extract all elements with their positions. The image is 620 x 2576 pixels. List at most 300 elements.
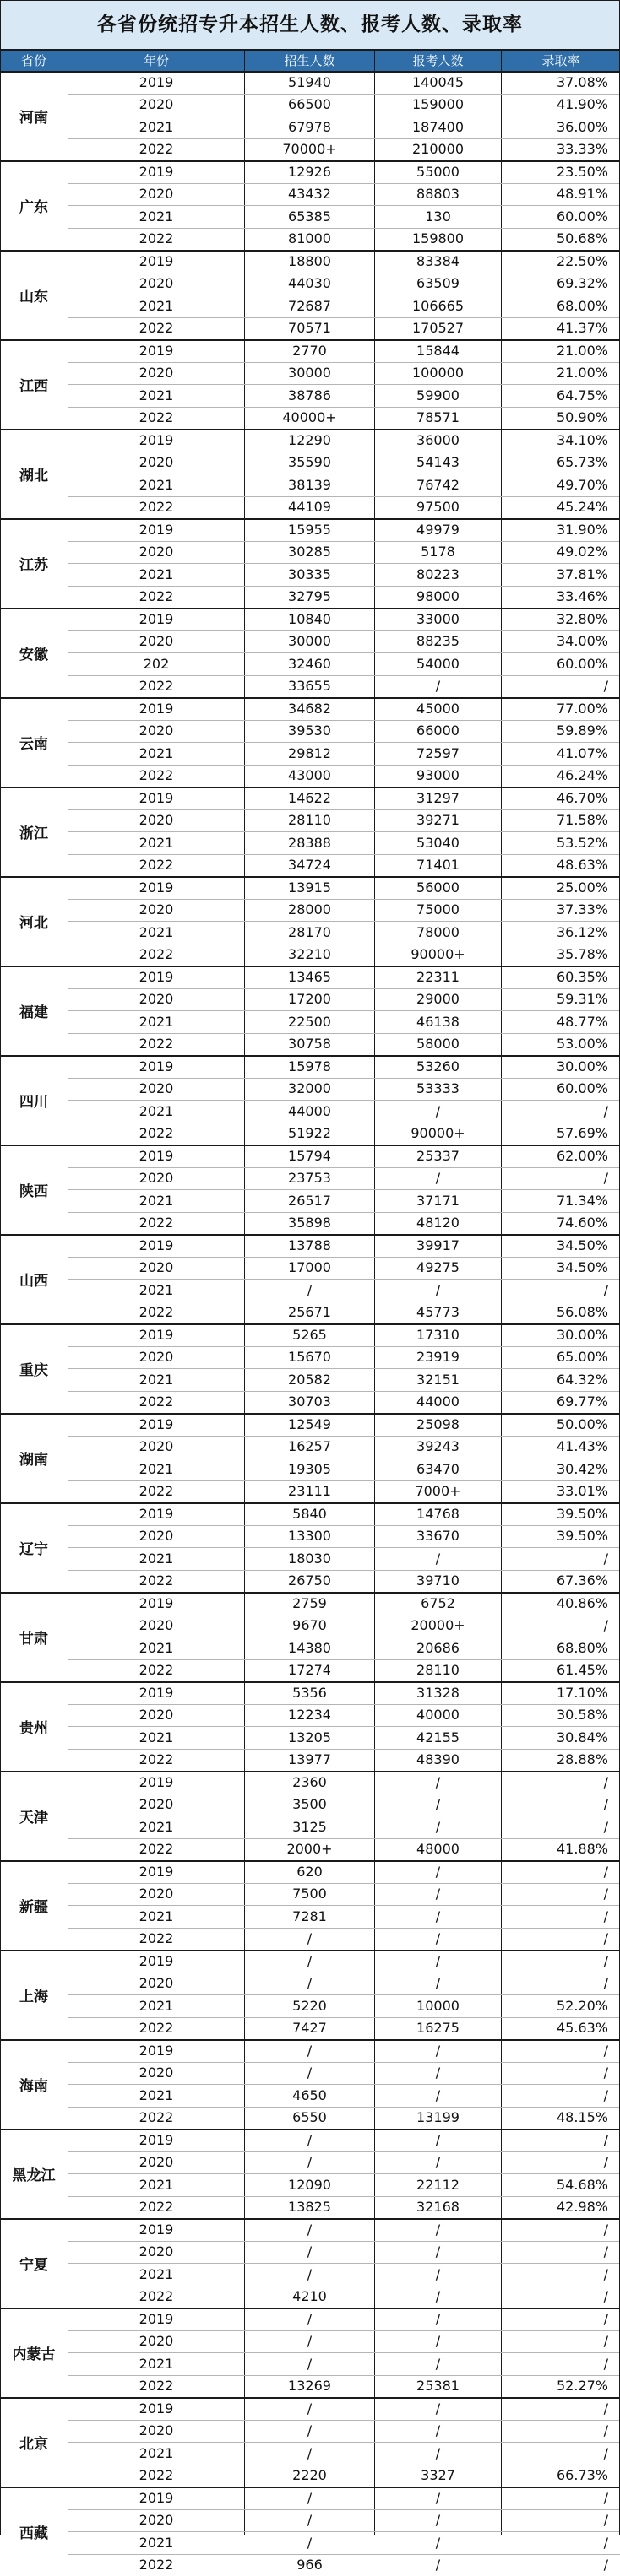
province-divider: [0, 2039, 620, 2041]
applicants-cell: 90000+: [411, 1125, 465, 1141]
enrollment-cell: /: [307, 2400, 313, 2416]
admission-rate-cell: /: [603, 1170, 608, 1186]
applicants-cell: 36000: [416, 431, 460, 448]
year-cell: 2020: [139, 454, 174, 470]
applicants-cell: /: [435, 2557, 441, 2573]
year-cell: 2020: [139, 1975, 174, 1991]
year-cell: 2019: [139, 1147, 174, 1164]
applicants-cell: 13199: [416, 2109, 460, 2125]
applicants-cell: /: [435, 2489, 441, 2506]
year-cell: 2019: [139, 789, 174, 806]
applicants-cell: 66000: [416, 722, 460, 739]
applicants-cell: 140045: [411, 73, 465, 90]
admission-rate-cell: 67.36%: [556, 1572, 608, 1588]
admission-rate-cell: 50.68%: [556, 230, 608, 246]
province-divider: [0, 1950, 620, 1951]
province-cell: 四川: [19, 1093, 48, 1111]
applicants-cell: 97500: [416, 499, 460, 515]
applicants-cell: 23919: [416, 1349, 460, 1365]
applicants-cell: /: [435, 1102, 441, 1119]
province-cell: 云南: [19, 735, 48, 753]
admission-rate-cell: 74.60%: [556, 1215, 608, 1231]
enrollment-cell: 28000: [288, 901, 331, 917]
admission-rate-cell: 48.77%: [556, 1013, 608, 1030]
admission-rate-cell: 41.90%: [556, 96, 608, 112]
applicants-cell: 22112: [416, 2176, 460, 2193]
year-cell: 2019: [139, 521, 174, 538]
province-divider: [0, 1771, 620, 1772]
applicants-cell: 39917: [416, 1237, 460, 1253]
year-cell: 2022: [139, 678, 174, 694]
year-cell: 2021: [139, 1192, 174, 1209]
admission-rate-cell: /: [603, 2265, 608, 2282]
enrollment-cell: 13269: [288, 2378, 331, 2394]
admission-rate-cell: 65.73%: [556, 454, 608, 470]
year-cell: 2021: [139, 923, 174, 940]
admission-rate-cell: /: [603, 2288, 608, 2304]
applicants-cell: 54143: [416, 454, 460, 470]
admission-rate-cell: /: [603, 2557, 608, 2573]
year-cell: 2020: [139, 2243, 174, 2259]
admission-rate-cell: /: [603, 1908, 608, 1924]
enrollment-cell: 70571: [288, 320, 331, 336]
province-divider: [0, 160, 620, 162]
year-cell: 2021: [139, 1729, 174, 1745]
enrollment-cell: 3125: [292, 1818, 327, 1835]
enrollment-cell: 966: [296, 2557, 323, 2573]
year-cell: 2019: [139, 1505, 174, 1522]
province-cell: 安徽: [19, 646, 48, 663]
enrollment-cell: 13825: [288, 2199, 331, 2215]
province-cell: 西藏: [19, 2525, 48, 2542]
admission-rate-cell: 68.00%: [556, 297, 608, 314]
year-cell: 2020: [139, 1796, 174, 1812]
year-cell: 2022: [139, 230, 174, 246]
applicants-cell: 56000: [416, 879, 460, 896]
enrollment-cell: /: [307, 2154, 313, 2170]
admission-rate-cell: /: [603, 678, 608, 694]
applicants-cell: 39243: [416, 1438, 460, 1454]
enrollment-cell: 7427: [292, 2020, 327, 2036]
applicants-cell: 76742: [416, 476, 460, 493]
admission-rate-cell: 30.00%: [556, 1326, 608, 1343]
enrollment-cell: /: [307, 1281, 313, 1298]
admission-rate-cell: 36.12%: [556, 923, 608, 940]
admission-rate-cell: 53.00%: [556, 1036, 608, 1052]
applicants-cell: 55000: [416, 163, 460, 180]
applicants-cell: 28110: [416, 1662, 460, 1678]
year-cell: 2020: [139, 96, 174, 112]
province-divider: [0, 787, 620, 788]
year-cell: 2020: [139, 1080, 174, 1096]
admission-rate-cell: 34.00%: [556, 633, 608, 649]
year-cell: 2019: [139, 1773, 174, 1790]
applicants-cell: /: [435, 1818, 441, 1835]
applicants-cell: 49979: [416, 521, 460, 538]
admission-rate-cell: 57.69%: [556, 1125, 608, 1141]
applicants-cell: 78571: [416, 409, 460, 425]
enrollment-cell: 30703: [288, 1394, 331, 1410]
enrollment-cell: 9670: [292, 1617, 327, 1633]
enrollment-cell: 81000: [288, 230, 331, 246]
enrollment-cell: 2360: [292, 1773, 327, 1790]
year-cell: 2019: [139, 1415, 174, 1432]
table-title: 各省份统招专升本招生人数、报考人数、录取率: [97, 13, 523, 35]
year-cell: 2020: [139, 812, 174, 828]
admission-rate-cell: /: [603, 1975, 608, 1991]
year-cell: 2019: [139, 2042, 174, 2059]
applicants-cell: 44000: [416, 1394, 460, 1410]
year-cell: 2020: [139, 1438, 174, 1454]
enrollment-cell: 38139: [288, 476, 331, 493]
enrollment-cell: 30335: [288, 566, 331, 582]
year-cell: 2021: [139, 1908, 174, 1924]
enrollment-cell: 13465: [288, 968, 331, 985]
year-cell: 2020: [139, 633, 174, 649]
year-cell: 2020: [139, 1707, 174, 1723]
admission-rate-cell: 68.80%: [556, 1639, 608, 1656]
admission-rate-cell: 30.84%: [556, 1729, 608, 1745]
enrollment-cell: /: [307, 2512, 313, 2528]
applicants-cell: 90000+: [411, 946, 465, 962]
applicants-cell: /: [435, 1863, 441, 1880]
year-cell: 2022: [139, 1483, 174, 1499]
enrollment-cell: 5356: [292, 1684, 327, 1701]
enrollment-cell: 19305: [288, 1460, 331, 1477]
admission-rate-cell: 22.50%: [556, 252, 608, 269]
province-divider: [0, 339, 620, 341]
enrollment-cell: 2000+: [286, 1841, 333, 1857]
applicants-cell: 22311: [416, 968, 460, 985]
applicants-cell: /: [435, 2333, 441, 2349]
enrollment-cell: 34724: [288, 857, 331, 873]
admission-rate-cell: 77.00%: [556, 700, 608, 717]
admission-rate-cell: 49.02%: [556, 544, 608, 560]
year-cell: 2021: [139, 1460, 174, 1477]
header-admission-rate: 录取率: [541, 53, 580, 68]
applicants-cell: 7000+: [415, 1483, 461, 1499]
applicants-cell: 25381: [416, 2378, 460, 2394]
enrollment-cell: /: [307, 1952, 313, 1969]
province-cell: 黑龙江: [12, 2167, 56, 2184]
admission-rate-cell: /: [603, 1550, 608, 1567]
province-divider: [0, 2308, 620, 2309]
year-cell: 2022: [139, 1125, 174, 1141]
province-cell: 浙江: [19, 825, 48, 842]
year-cell: 2022: [139, 2288, 174, 2304]
applicants-cell: 210000: [411, 141, 465, 157]
admission-rate-cell: 17.10%: [556, 1684, 608, 1701]
year-cell: 2022: [139, 946, 174, 962]
header-enrollment: 招生人数: [284, 53, 335, 68]
enrollment-cell: 30000: [288, 365, 331, 381]
admission-rate-cell: /: [603, 2065, 608, 2081]
year-cell: 2019: [139, 879, 174, 896]
applicants-cell: 63470: [416, 1460, 460, 1477]
enrollment-cell: 13915: [288, 879, 331, 896]
admission-rate-cell: 61.45%: [556, 1662, 608, 1678]
admission-rate-cell: 71.34%: [556, 1192, 608, 1209]
admission-rate-cell: 39.50%: [556, 1528, 608, 1544]
admission-rate-cell: 23.50%: [556, 163, 608, 180]
admission-rate-cell: 60.00%: [556, 1080, 608, 1096]
admission-rate-cell: 42.98%: [556, 2199, 608, 2215]
year-cell: 2021: [139, 297, 174, 314]
admission-rate-cell: 62.00%: [556, 1147, 608, 1164]
applicants-cell: 15844: [416, 342, 460, 359]
admission-rate-cell: 65.00%: [556, 1349, 608, 1365]
enrollment-cell: 32460: [288, 655, 331, 672]
admission-rate-cell: 41.43%: [556, 1438, 608, 1454]
admission-rate-cell: 59.31%: [556, 991, 608, 1007]
admission-rate-cell: 35.78%: [556, 946, 608, 962]
admission-rate-cell: 52.27%: [556, 2378, 608, 2394]
year-cell: 2022: [139, 1662, 174, 1678]
year-cell: 2022: [139, 857, 174, 873]
province-cell: 贵州: [19, 1719, 48, 1737]
year-cell: 2019: [139, 700, 174, 717]
enrollment-cell: /: [307, 2131, 313, 2148]
year-cell: 2022: [139, 499, 174, 515]
admission-rate-cell: 39.50%: [556, 1505, 608, 1522]
applicants-cell: 32151: [416, 1371, 460, 1388]
province-cell: 江苏: [19, 556, 48, 574]
admission-rate-cell: /: [603, 2042, 608, 2059]
province-divider: [0, 2487, 620, 2488]
province-divider: [0, 518, 620, 520]
year-cell: 2021: [139, 118, 174, 135]
province-cell: 江西: [19, 377, 48, 395]
applicants-cell: 45000: [416, 700, 460, 717]
year-cell: 2021: [139, 1818, 174, 1835]
applicants-cell: /: [435, 2422, 441, 2438]
enrollment-cell: /: [307, 2333, 313, 2349]
province-cell: 新疆: [19, 1898, 48, 1916]
year-cell: 2022: [139, 1304, 174, 1320]
enrollment-cell: 38786: [288, 387, 331, 403]
year-cell: 2021: [139, 2265, 174, 2282]
province-divider: [0, 1860, 620, 1862]
applicants-cell: 78000: [416, 923, 460, 940]
enrollment-cell: /: [307, 2489, 313, 2506]
applicants-cell: /: [435, 1908, 441, 1924]
enrollment-cell: 28170: [288, 923, 331, 940]
enrollment-cell: 17274: [288, 1662, 331, 1678]
applicants-cell: 14768: [416, 1505, 460, 1522]
enrollment-cell: 44030: [288, 275, 331, 291]
admission-rate-cell: /: [603, 2310, 608, 2327]
province-divider: [0, 1055, 620, 1057]
applicants-cell: 88235: [416, 633, 460, 649]
enrollment-cell: /: [307, 1975, 313, 1991]
year-cell: 2021: [139, 566, 174, 582]
year-cell: 2019: [139, 1594, 174, 1611]
enrollment-cell: /: [307, 2422, 313, 2438]
enrollment-cell: 40000+: [282, 409, 337, 425]
year-cell: 2019: [139, 431, 174, 448]
enrollment-cell: 5265: [292, 1326, 327, 1343]
admission-rate-cell: /: [603, 1952, 608, 1969]
enrollment-cell: 12090: [288, 2176, 331, 2193]
applicants-cell: 6752: [421, 1594, 455, 1611]
year-cell: 2020: [139, 991, 174, 1007]
applicants-cell: 33000: [416, 610, 460, 627]
applicants-cell: /: [435, 2310, 441, 2327]
admission-rate-cell: 41.37%: [556, 320, 608, 336]
province-divider: [0, 1413, 620, 1415]
applicants-cell: /: [435, 2086, 441, 2103]
year-cell: 2021: [139, 476, 174, 493]
admission-rate-cell: 28.88%: [556, 1751, 608, 1767]
province-cell: 陕西: [19, 1182, 48, 1200]
admission-rate-cell: /: [603, 2400, 608, 2416]
admission-rate-cell: 37.08%: [556, 73, 608, 90]
province-cell: 福建: [19, 1004, 48, 1021]
applicants-cell: 98000: [416, 588, 460, 604]
applicants-cell: 83384: [416, 252, 460, 269]
year-cell: 2019: [139, 1237, 174, 1253]
admission-rate-cell: /: [603, 1930, 608, 1946]
province-cell: 广东: [19, 198, 48, 216]
admission-rate-cell: 41.88%: [556, 1841, 608, 1857]
year-cell: 2020: [139, 2065, 174, 2081]
year-cell: 2021: [139, 2086, 174, 2103]
year-cell: 2020: [139, 544, 174, 560]
applicants-cell: /: [435, 2288, 441, 2304]
year-cell: 2022: [139, 320, 174, 336]
admission-rate-cell: /: [603, 2131, 608, 2148]
year-cell: 2021: [139, 2534, 174, 2551]
year-cell: 2022: [139, 2467, 174, 2483]
header-province: 省份: [20, 53, 46, 68]
year-cell: 2022: [139, 1572, 174, 1588]
year-cell: 2022: [139, 1394, 174, 1410]
admission-rate-cell: 33.33%: [556, 141, 608, 157]
year-cell: 2021: [139, 1281, 174, 1298]
province-cell: 北京: [19, 2435, 48, 2453]
admission-rate-cell: 45.24%: [556, 499, 608, 515]
applicants-cell: /: [435, 1930, 441, 1946]
admission-rate-cell: /: [603, 1617, 608, 1633]
enrollment-cell: 44000: [288, 1102, 331, 1119]
year-cell: 2019: [139, 610, 174, 627]
applicants-cell: 53040: [416, 834, 460, 851]
enrollment-cell: 7500: [292, 1886, 327, 1902]
enrollment-cell: 25671: [288, 1304, 331, 1320]
year-cell: 2022: [139, 1930, 174, 1946]
admission-rate-cell: 53.52%: [556, 834, 608, 851]
admission-rate-cell: /: [603, 2512, 608, 2528]
year-cell: 2022: [139, 588, 174, 604]
year-cell: 2021: [139, 208, 174, 225]
province-divider: [0, 1502, 620, 1504]
applicants-cell: 187400: [411, 118, 465, 135]
applicants-cell: 59900: [416, 387, 460, 403]
applicants-cell: 45773: [416, 1304, 460, 1320]
year-cell: 2019: [139, 2400, 174, 2416]
enrollment-cell: 72687: [288, 297, 331, 314]
year-cell: 2022: [139, 141, 174, 157]
admission-rate-cell: 34.10%: [556, 431, 608, 448]
admission-rate-cell: 46.24%: [556, 767, 608, 783]
applicants-cell: 40000: [416, 1707, 460, 1723]
year-cell: 2019: [139, 968, 174, 985]
applicants-cell: /: [435, 2131, 441, 2148]
province-cell: 重庆: [19, 1361, 48, 1379]
enrollment-cell: 18030: [288, 1550, 331, 1567]
province-cell: 河南: [19, 109, 48, 127]
applicants-cell: 170527: [411, 320, 465, 336]
year-cell: 2020: [139, 1886, 174, 1902]
applicants-cell: /: [435, 2512, 441, 2528]
enrollment-cell: 43000: [288, 767, 331, 783]
applicants-cell: /: [435, 1952, 441, 1969]
province-cell: 上海: [19, 1988, 48, 2005]
year-cell: 2021: [139, 2176, 174, 2193]
applicants-cell: 53333: [416, 1080, 460, 1096]
admission-rate-cell: /: [603, 1863, 608, 1880]
year-cell: 2021: [139, 744, 174, 761]
enrollment-cell: 5220: [292, 1997, 327, 2014]
year-cell: 2020: [139, 1170, 174, 1186]
applicants-cell: /: [435, 2265, 441, 2282]
enrollment-cell: /: [307, 2310, 313, 2327]
admission-rate-cell: 31.90%: [556, 521, 608, 538]
admission-rate-cell: 54.68%: [556, 2176, 608, 2193]
applicants-cell: /: [435, 2534, 441, 2551]
enrollment-cell: 30758: [288, 1036, 331, 1052]
applicants-cell: 71401: [416, 857, 460, 873]
applicants-cell: 20000+: [411, 1617, 465, 1633]
year-cell: 2019: [139, 1952, 174, 1969]
admission-rate-cell: 34.50%: [556, 1259, 608, 1275]
admission-rate-cell: /: [603, 2333, 608, 2349]
admission-rate-cell: 64.75%: [556, 387, 608, 403]
province-divider: [0, 608, 620, 609]
year-cell: 2021: [139, 1550, 174, 1567]
applicants-cell: /: [435, 1975, 441, 1991]
enrollment-cell: /: [307, 2243, 313, 2259]
admission-rate-cell: 30.42%: [556, 1460, 608, 1477]
applicants-cell: 88803: [416, 186, 460, 202]
admission-rate-cell: 33.46%: [556, 588, 608, 604]
year-cell: 2020: [139, 1259, 174, 1275]
enrollment-cell: 70000+: [282, 141, 337, 157]
applicants-cell: /: [435, 1281, 441, 1298]
year-cell: 2021: [139, 1639, 174, 1656]
year-cell: 2020: [139, 901, 174, 917]
admission-rate-cell: 21.00%: [556, 342, 608, 359]
year-cell: 2021: [139, 1013, 174, 1030]
enrollment-cell: 15794: [288, 1147, 331, 1164]
enrollment-cell: /: [307, 2444, 313, 2461]
enrollment-cell: 23111: [288, 1483, 331, 1499]
year-cell: 2019: [139, 2221, 174, 2238]
province-divider: [0, 1323, 620, 1325]
applicants-cell: /: [435, 1886, 441, 1902]
year-cell: 2022: [139, 2199, 174, 2215]
year-cell: 2021: [139, 1997, 174, 2014]
admission-rate-cell: 50.00%: [556, 1415, 608, 1432]
admission-rate-cell: 37.33%: [556, 901, 608, 917]
year-cell: 2022: [139, 1036, 174, 1052]
applicants-cell: 75000: [416, 901, 460, 917]
applicants-cell: /: [435, 2444, 441, 2461]
applicants-cell: 72597: [416, 744, 460, 761]
enrollment-cell: 4650: [292, 2086, 327, 2103]
province-divider: [0, 966, 620, 967]
applicants-cell: 159800: [411, 230, 465, 246]
